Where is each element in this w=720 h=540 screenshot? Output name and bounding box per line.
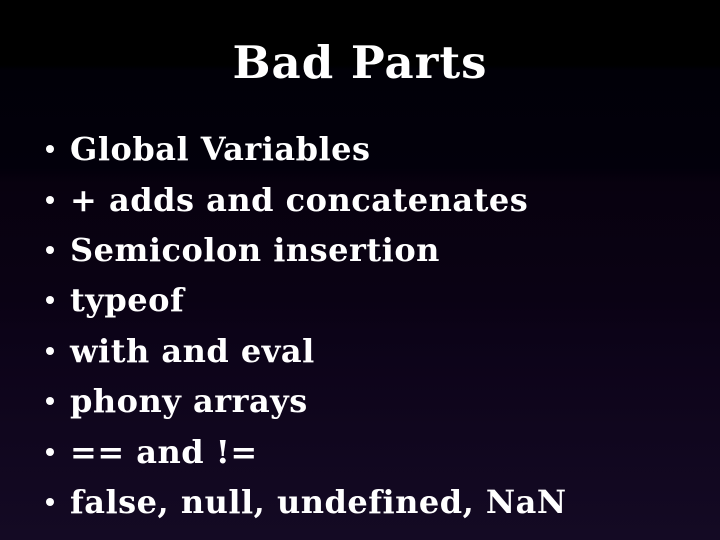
bullet-icon [46,145,54,153]
bullet-item [46,124,704,174]
bullet-icon [46,196,54,204]
bullet-item [46,477,704,527]
bullet-list [46,124,704,527]
bullet-item [46,326,704,376]
bullet-icon [46,296,54,304]
bullet-item [46,174,704,224]
bullet-text: Global Variables [70,130,371,169]
bullet-icon [46,347,54,355]
bullet-text: + adds and concatenates [70,180,529,219]
slide-title: Bad Parts [232,36,488,89]
bullet-item [46,275,704,325]
bullet-text: with and eval [70,331,315,370]
bullet-icon [46,246,54,254]
bullet-text: typeof [70,281,185,320]
bullet-icon [46,397,54,405]
bullet-item [46,376,704,426]
bullet-item [46,426,704,476]
bullet-text: == and != [70,432,258,471]
bullet-text: false, null, undefined, NaN [70,482,567,521]
bullet-icon [46,498,54,506]
bullet-text: phony arrays [70,382,308,421]
bullet-text: Semicolon insertion [70,230,440,269]
bullet-item [46,225,704,275]
bullet-icon [46,448,54,456]
